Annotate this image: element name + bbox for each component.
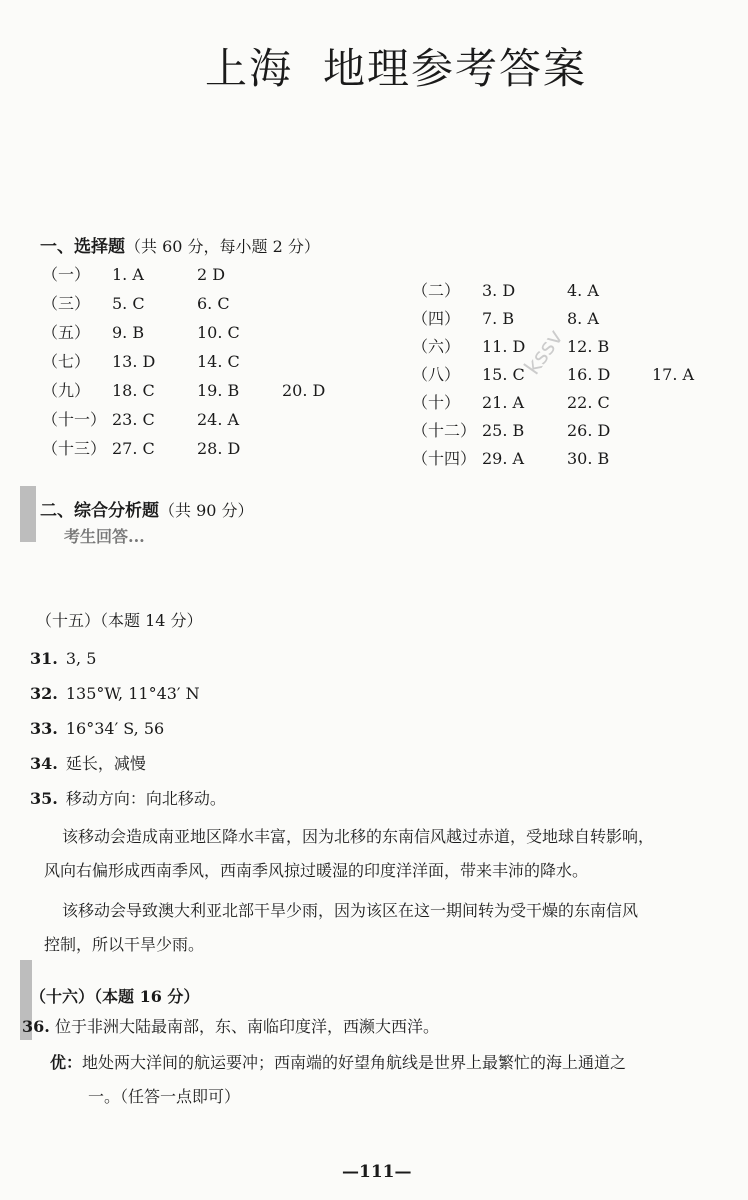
- q15-item: [30, 714, 226, 749]
- mc-group-label: （十二）: [412, 421, 477, 440]
- mc-answer: 29. A: [482, 449, 525, 468]
- section2-subnote: 考生回答...: [64, 527, 145, 546]
- q15-item: [30, 679, 226, 714]
- question-number: 32.: [30, 684, 58, 703]
- mc-answer: 30. B: [567, 449, 610, 468]
- mc-answer: 18. C: [112, 381, 155, 400]
- mc-answer: 28. D: [197, 439, 241, 458]
- mc-row: [412, 278, 737, 306]
- q16-heading: （十六）（本题 16 分）: [30, 987, 200, 1006]
- section2-heading: 二、综合分析题（共 90 分）: [40, 501, 254, 521]
- question-answer: 移动方向：向北移动。: [65, 789, 226, 808]
- mc-row: [42, 320, 367, 349]
- mc-answer: 9. B: [112, 323, 145, 342]
- mc-group-label: （十四）: [412, 449, 477, 468]
- mc-answer: 1. A: [112, 265, 144, 284]
- mc-row: [412, 306, 737, 334]
- q36-adv-label: 优：: [50, 1053, 83, 1072]
- title-region: 上海: [205, 44, 294, 93]
- mc-answer: 2 D: [197, 265, 226, 284]
- mc-group-label: （十三）: [42, 439, 107, 458]
- section1-heading: 一、选择题（共 60 分，每小题 2 分）: [40, 237, 320, 257]
- mc-row: [42, 291, 367, 320]
- mc-answer: 21. A: [482, 393, 525, 412]
- mc-answer: 26. D: [567, 421, 611, 440]
- mc-answer: 11. D: [482, 337, 526, 356]
- mc-row: [412, 418, 737, 446]
- mc-answer: 7. B: [482, 309, 515, 328]
- mc-row: [42, 436, 367, 465]
- mc-answer: 17. A: [652, 365, 695, 384]
- q15-item: [30, 784, 226, 819]
- title-subject: 地理参考答案: [323, 44, 588, 93]
- page-number: —111—: [342, 1162, 412, 1182]
- mc-row: [42, 262, 367, 291]
- q36-text: 位于非洲大陆最南部，东、南临印度洋，西濒大西洋。: [54, 1017, 439, 1036]
- mc-answer: 6. C: [197, 294, 230, 313]
- q35-para2-line1: 该移动会导致澳大利亚北部干旱少雨，因为该区在这一期间转为受干燥的东南信风: [62, 901, 639, 920]
- q15-heading: （十五）（本题 14 分）: [36, 611, 203, 630]
- question-answer: 135°W, 11°43′ N: [65, 684, 200, 703]
- question-answer: 延长，减慢: [65, 754, 146, 773]
- q16-line3: 一。（任答一点即可）: [88, 1087, 241, 1106]
- q16-line2: [50, 1048, 626, 1078]
- mc-answer: 27. C: [112, 439, 155, 458]
- mc-answer: 23. C: [112, 410, 155, 429]
- mc-answer: 12. B: [567, 337, 610, 356]
- mc-answer: 25. B: [482, 421, 525, 440]
- mc-row: [412, 390, 737, 418]
- question-number: 35.: [30, 789, 58, 808]
- mc-group-label: （六）: [412, 337, 461, 356]
- mc-group-label: （八）: [412, 365, 461, 384]
- mc-answer: 13. D: [112, 352, 156, 371]
- mc-answer: 14. C: [197, 352, 240, 371]
- mc-group-label: （三）: [42, 294, 91, 313]
- q35-para1-line2: 风向右偏形成西南季风，西南季风掠过暖湿的印度洋洋面，带来丰沛的降水。: [44, 861, 589, 880]
- q15-item: [30, 644, 226, 679]
- mc-answer: 20. D: [282, 381, 326, 400]
- question-answer: 3, 5: [65, 649, 97, 668]
- q16-line1: [22, 1012, 439, 1042]
- mc-answer: 10. C: [197, 323, 240, 342]
- mc-group-label: （九）: [42, 381, 91, 400]
- q15-items: [30, 644, 226, 819]
- mc-left-column: [42, 262, 367, 465]
- mc-answer: 3. D: [482, 281, 516, 300]
- mc-row: [42, 407, 367, 436]
- mc-group-label: （一）: [42, 265, 91, 284]
- mc-group-label: （二）: [412, 281, 461, 300]
- margin-shadow: [20, 486, 36, 542]
- mc-row: [42, 349, 367, 378]
- mc-group-label: （十）: [412, 393, 461, 412]
- mc-group-label: （五）: [42, 323, 91, 342]
- question-number: 33.: [30, 719, 58, 738]
- q35-para1-line1: 该移动会造成南亚地区降水丰富，因为北移的东南信风越过赤道，受地球自转影响，: [62, 827, 655, 846]
- mc-answer: 15. C: [482, 365, 525, 384]
- watermark-stamp: kssv: [520, 325, 569, 380]
- mc-answer: 4. A: [567, 281, 599, 300]
- q36-number: 36.: [22, 1017, 50, 1036]
- mc-row: [412, 446, 737, 474]
- q36-adv-text: 地处两大洋间的航运要冲；西南端的好望角航线是世界上最繁忙的海上通道之: [82, 1053, 627, 1072]
- question-answer: 16°34′ S, 56: [65, 719, 165, 738]
- mc-group-label: （七）: [42, 352, 91, 371]
- mc-row: [412, 362, 737, 390]
- mc-group-label: （十一）: [42, 410, 107, 429]
- mc-right-column: [412, 278, 737, 474]
- mc-group-label: （四）: [412, 309, 461, 328]
- page-title: [205, 36, 617, 96]
- q35-para2-line2: 控制，所以干旱少雨。: [44, 935, 205, 954]
- mc-answer: 16. D: [567, 365, 611, 384]
- mc-answer: 8. A: [567, 309, 599, 328]
- q15-item: [30, 749, 226, 784]
- mc-answer: 19. B: [197, 381, 240, 400]
- question-number: 31.: [30, 649, 58, 668]
- mc-row: [412, 334, 737, 362]
- mc-answer: 5. C: [112, 294, 145, 313]
- mc-answer: 24. A: [197, 410, 240, 429]
- mc-answer: 22. C: [567, 393, 610, 412]
- mc-row: [42, 378, 367, 407]
- question-number: 34.: [30, 754, 58, 773]
